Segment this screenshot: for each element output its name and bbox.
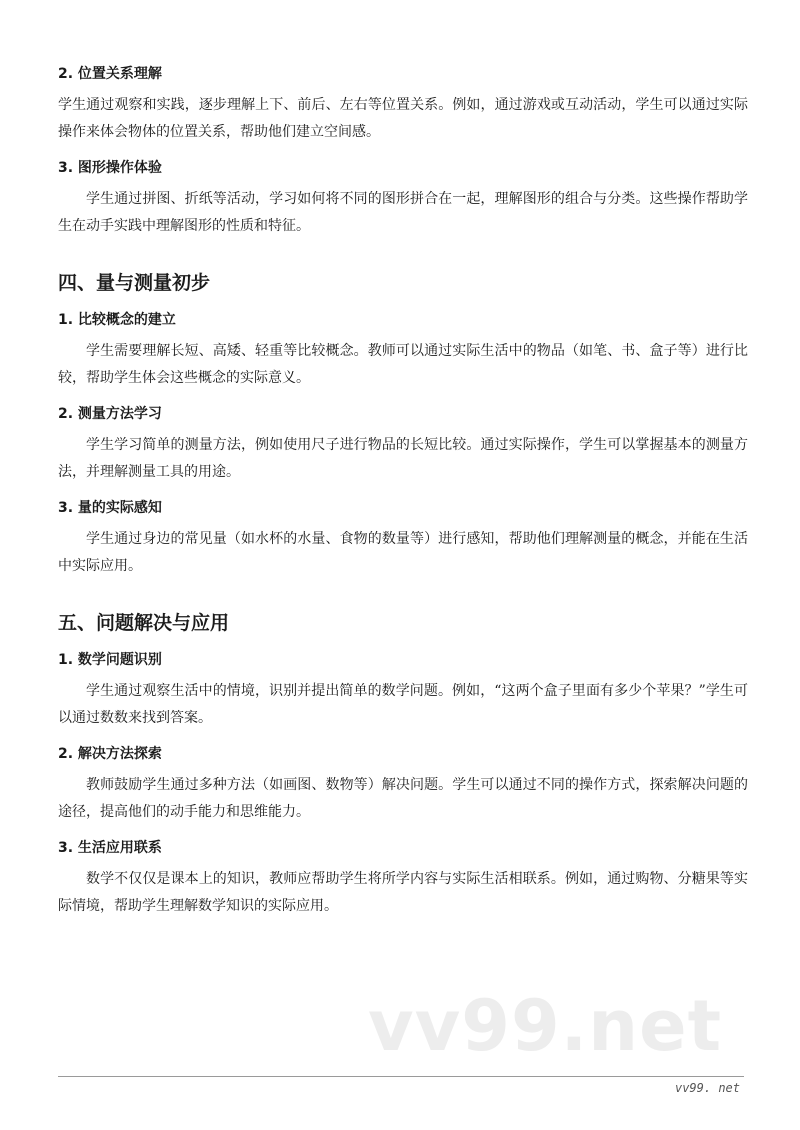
watermark: vv99.net [368, 985, 723, 1067]
subsection-heading: 1. 数学问题识别 [58, 652, 162, 668]
section-heading-problem-solving: 五、问题解决与应用 [58, 612, 230, 634]
document-content [58, 62, 748, 930]
footer-divider [58, 1076, 744, 1077]
subsection-heading: 2. 测量方法学习 [58, 406, 162, 422]
paragraph: 学生通过身边的常见量（如水杯的水量、食物的数量等）进行感知，帮助他们理解测量的概念，并能在生活中实际应用。 [58, 531, 748, 574]
subsection-heading: 1. 比较概念的建立 [58, 312, 176, 328]
paragraph: 教师鼓励学生通过多种方法（如画图、数物等）解决问题。学生可以通过不同的操作方式，探索解决问题的途径，提高他们的动手能力和思维能力。 [58, 777, 748, 820]
subsection-heading: 2. 解决方法探索 [58, 746, 162, 762]
subsection-shape-operation [58, 156, 748, 240]
paragraph: 数学不仅仅是课本上的知识，教师应帮助学生将所学内容与实际生活相联系。例如，通过购物、分糖果等实际情境，帮助学生理解数学知识的实际应用。 [58, 871, 748, 914]
subsection-heading: 3. 图形操作体验 [58, 160, 162, 176]
subsection-life-application [58, 836, 748, 920]
paragraph: 学生通过观察生活中的情境，识别并提出简单的数学问题。例如，“这两个盒子里面有多少个苹果？”学生可以通过数数来找到答案。 [58, 683, 748, 726]
subsection-measurement-methods [58, 402, 748, 486]
subsection-position-relations [58, 62, 748, 146]
section-heading-measurement: 四、量与测量初步 [58, 272, 211, 294]
subsection-problem-identification [58, 648, 748, 732]
paragraph: 学生学习简单的测量方法，例如使用尺子进行物品的长短比较。通过实际操作，学生可以掌握基本的测量方法，并理解测量工具的用途。 [58, 437, 748, 480]
paragraph: 学生通过拼图、折纸等活动，学习如何将不同的图形拼合在一起，理解图形的组合与分类。这些操作帮助学生在动手实践中理解图形的性质和特征。 [58, 191, 748, 234]
paragraph: 学生通过观察和实践，逐步理解上下、前后、左右等位置关系。例如，通过游戏或互动活动，学生可以通过实际操作来体会物体的位置关系，帮助他们建立空间感。 [58, 97, 748, 140]
subsection-heading: 3. 量的实际感知 [58, 500, 162, 516]
subsection-solution-exploration [58, 742, 748, 826]
subsection-comparison-concepts [58, 308, 748, 392]
footer-site-label: vv99. net [674, 1081, 740, 1095]
subsection-quantity-perception [58, 496, 748, 580]
subsection-heading: 3. 生活应用联系 [58, 840, 162, 856]
subsection-heading: 2. 位置关系理解 [58, 66, 162, 82]
paragraph: 学生需要理解长短、高矮、轻重等比较概念。教师可以通过实际生活中的物品（如笔、书、盒子等）进行比较，帮助学生体会这些概念的实际意义。 [58, 343, 748, 386]
